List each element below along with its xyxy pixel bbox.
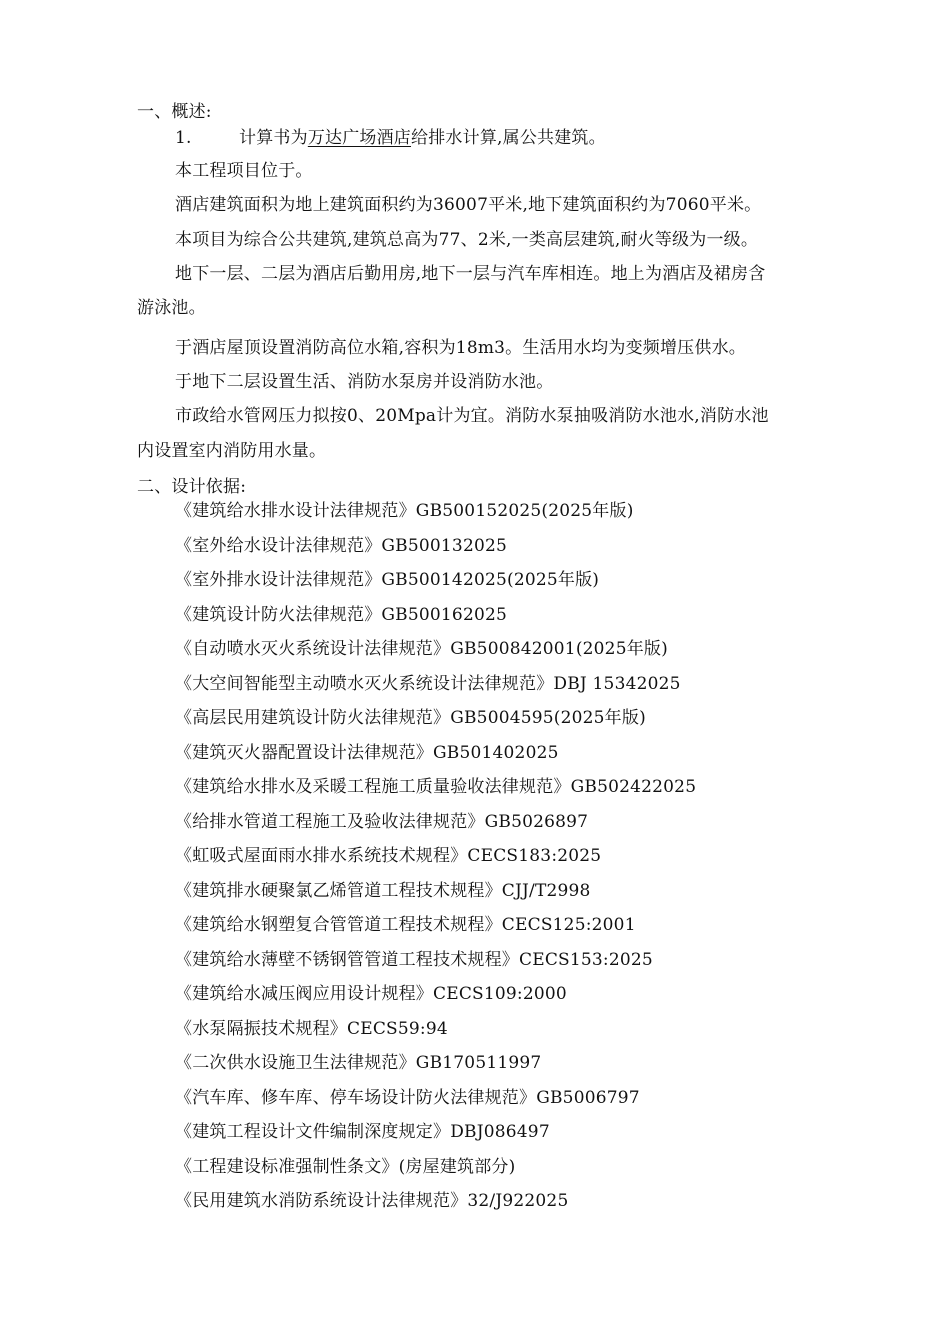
section-heading-overview: 一、概述: — [137, 102, 212, 122]
overview-item-1 — [175, 127, 606, 149]
reference-item: 《自动喷水灭火系统设计法律规范》GB500842001(2025年版) — [175, 639, 668, 659]
reference-item: 《二次供水设施卫生法律规范》GB170511997 — [175, 1053, 542, 1073]
item-text-after: 给排水计算,属公共建筑。 — [411, 128, 606, 148]
reference-item: 《建筑给水减压阀应用设计规程》CECS109:2000 — [175, 984, 567, 1004]
reference-item: 《高层民用建筑设计防火法律规范》GB5004595(2025年版) — [175, 708, 646, 728]
overview-paragraph-pump-room: 于地下二层设置生活、消防水泵房并设消防水池。 — [175, 372, 554, 392]
reference-item: 《建筑灭火器配置设计法律规范》GB501402025 — [175, 743, 559, 763]
overview-paragraph-tank: 于酒店屋顶设置消防高位水箱,容积为18m3。生活用水均为变频增压供水。 — [175, 338, 746, 358]
reference-item: 《建筑工程设计文件编制深度规定》DBJ086497 — [175, 1122, 550, 1142]
overview-paragraph-area: 酒店建筑面积为地上建筑面积约为36007平米,地下建筑面积约为7060平米。 — [175, 195, 762, 215]
reference-item: 《建筑给水薄壁不锈钢管管道工程技术规程》CECS153:2025 — [175, 950, 653, 970]
reference-item: 《建筑排水硬聚氯乙烯管道工程技术规程》CJJ/T2998 — [175, 881, 591, 901]
reference-item: 《大空间智能型主动喷水灭火系统设计法律规范》DBJ 15342025 — [175, 674, 681, 694]
reference-item: 《建筑设计防火法律规范》GB500162025 — [175, 605, 508, 625]
reference-item: 《工程建设标准强制性条文》(房屋建筑部分) — [175, 1157, 516, 1177]
item-text-before: 计算书为 — [239, 128, 308, 148]
section-heading-design-basis: 二、设计依据: — [137, 477, 247, 497]
reference-item: 《汽车库、修车库、停车场设计防火法律规范》GB5006797 — [175, 1088, 640, 1108]
reference-item: 《虹吸式屋面雨水排水系统技术规程》CECS183:2025 — [175, 846, 602, 866]
overview-paragraph-height: 本项目为综合公共建筑,建筑总高为77、2米,一类高层建筑,耐火等级为一级。 — [175, 230, 759, 250]
overview-paragraph-pressure-line1: 市政给水管网压力拟按0、20Mpa计为宜。消防水泵抽吸消防水池水,消防水池 — [175, 406, 769, 426]
project-name-underlined: 万达广场酒店 — [307, 128, 412, 148]
reference-item: 《室外给水设计法律规范》GB500132025 — [175, 536, 508, 556]
reference-item: 《建筑给水排水及采暖工程施工质量验收法律规范》GB502422025 — [175, 777, 697, 797]
reference-item: 《建筑给水排水设计法律规范》GB500152025(2025年版) — [175, 501, 634, 521]
overview-paragraph-floors-line2: 游泳池。 — [137, 298, 206, 318]
reference-item: 《给排水管道工程施工及验收法律规范》GB5026897 — [175, 812, 589, 832]
overview-paragraph-floors-line1: 地下一层、二层为酒店后勤用房,地下一层与汽车库相连。地上为酒店及裙房含 — [175, 264, 766, 284]
item-number: 1. — [175, 128, 192, 148]
reference-item: 《水泵隔振技术规程》CECS59:94 — [175, 1019, 448, 1039]
reference-item: 《民用建筑水消防系统设计法律规范》32/J922025 — [175, 1191, 569, 1211]
overview-paragraph-pressure-line2: 内设置室内消防用水量。 — [137, 441, 327, 461]
reference-item: 《建筑给水钢塑复合管管道工程技术规程》CECS125:2001 — [175, 915, 636, 935]
overview-paragraph-location: 本工程项目位于。 — [175, 161, 313, 181]
reference-item: 《室外排水设计法律规范》GB500142025(2025年版) — [175, 570, 600, 590]
